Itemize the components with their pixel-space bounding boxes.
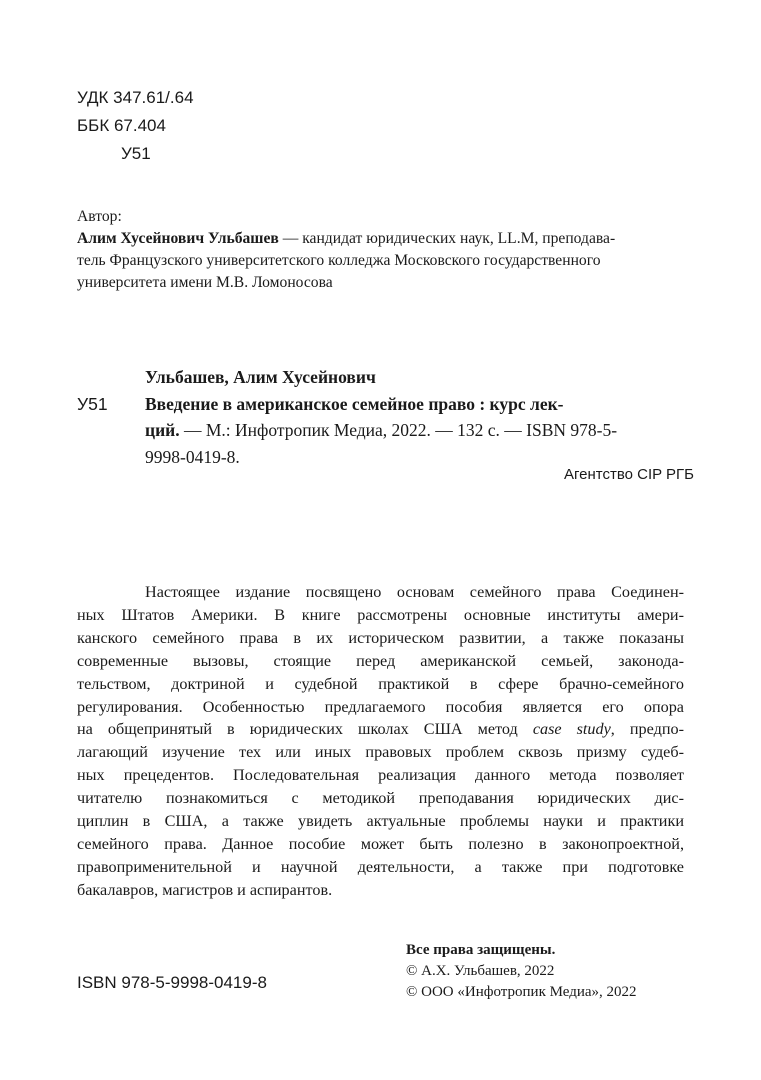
author-line-3: университета имени М.В. Ломоносова <box>77 274 333 291</box>
author-label: Автор: <box>77 208 122 225</box>
author-name: Алим Хусейнович Ульбашев <box>77 230 279 247</box>
case-study-term: case study <box>532 720 611 739</box>
cip-imprint-line <box>77 417 694 444</box>
cip-agency: Агентство CIP РГБ <box>563 466 694 483</box>
abstract-line: ных Штатов Америки. В книге рассмотрены основные институты амери- <box>77 605 684 624</box>
cip-title-part-1: Введение в американское семейное право : курс лек- <box>145 393 564 414</box>
cip-author: Ульбашев, Алим Хусейнович <box>145 367 376 387</box>
copyright-author: © А.Х. Ульбашев, 2022 <box>406 963 555 979</box>
bbk-code: ББК 67.404 <box>77 116 166 135</box>
abstract-text: , предпо- <box>610 720 684 739</box>
abstract-line: Настоящее издание посвящено основам семейного права Соединен- <box>145 583 684 601</box>
copyright-publisher: © ООО «Инфотропик Медиа», 2022 <box>406 984 637 1000</box>
udk-code: УДК 347.61/.64 <box>77 88 194 107</box>
abstract-line: современные вызовы, стоящие перед американской семьей, законода- <box>77 651 684 670</box>
abstract-line-case-study <box>77 718 684 741</box>
abstract-line: лагающий изучение тех или иных правовых проблем сквозь призму судеб- <box>77 743 684 762</box>
author-info <box>77 206 687 294</box>
cip-imprint-line-2: 9998-0419-8. <box>145 446 240 467</box>
rights-block <box>406 940 637 1003</box>
abstract-text: на общепринятый в юридических школах США метод <box>77 720 533 739</box>
cip-title-part-2: ций. <box>145 420 180 440</box>
abstract-line: правоприменительной и научной деятельности, а также при подготовке <box>77 857 684 876</box>
author-line-2: тель Французского университетского колледжа Московского государственного <box>77 252 601 269</box>
cip-imprint: — М.: Инфотропик Медиа, 2022. — 132 с. — ISBN 978-5- <box>179 420 618 440</box>
cip-record <box>77 364 694 470</box>
cip-title-line <box>77 391 694 418</box>
author-line-1 <box>77 228 687 250</box>
abstract-line: ных прецедентов. Последовательная реализация данного метода позволяет <box>77 766 684 785</box>
abstract-line: читателю познакомиться с методикой преподавания юридических дис- <box>77 789 684 808</box>
cip-code: У51 <box>77 393 108 414</box>
abstract-line: семейного права. Данное пособие может быть полезно в законопроектной, <box>77 834 684 853</box>
author-mark: У51 <box>121 144 151 163</box>
abstract <box>77 581 684 902</box>
abstract-line: регулирования. Особенностью предлагаемого пособия является его опора <box>77 697 684 716</box>
abstract-line: циплин в США, а также увидеть актуальные проблемы науки и практики <box>77 812 684 831</box>
abstract-line: бакалавров, магистров и аспирантов. <box>77 880 333 899</box>
rights-reserved: Все права защищены. <box>406 942 556 958</box>
isbn: ISBN 978-5-9998-0419-8 <box>77 973 267 992</box>
abstract-line: канского семейного права в их историческом развитии, а также показаны <box>77 628 684 647</box>
abstract-line: тельством, доктриной и судебной практикой в сфере брачно-семейного <box>77 674 684 693</box>
classification-block <box>77 84 194 168</box>
author-desc-1: — кандидат юридических наук, LL.M, преподава- <box>278 230 616 247</box>
